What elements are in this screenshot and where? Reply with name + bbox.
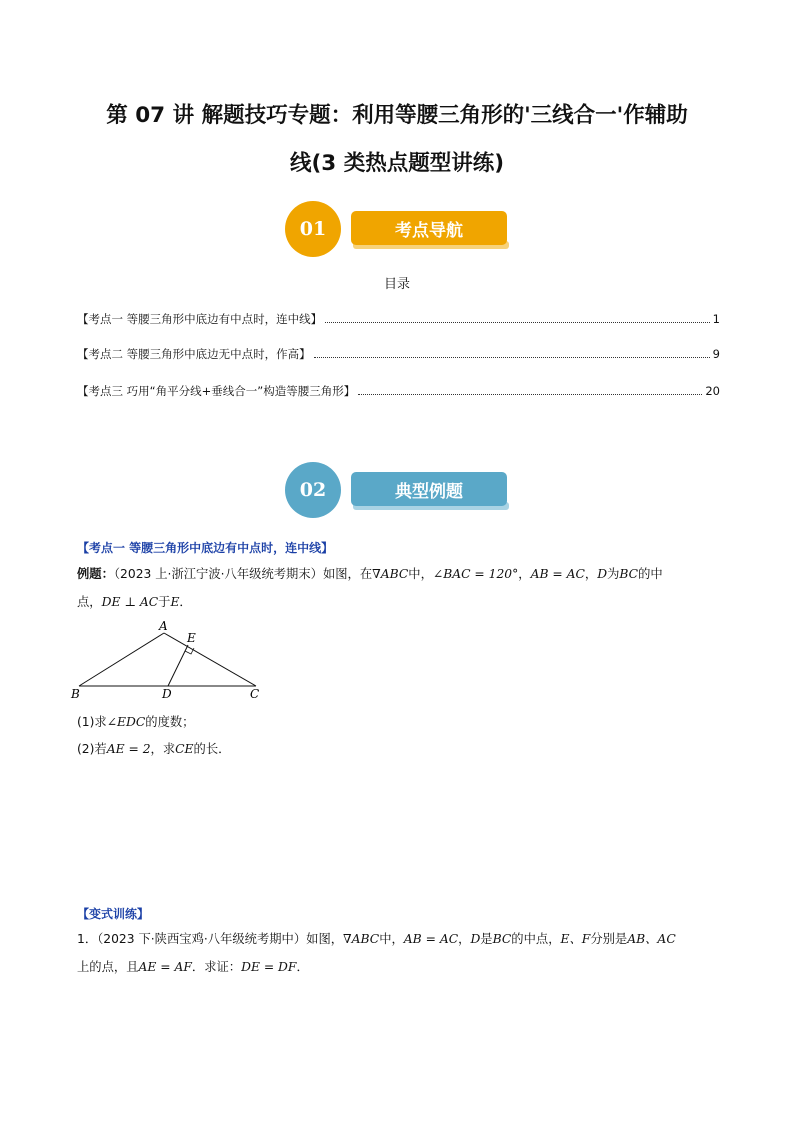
toc-leader-dots — [325, 314, 710, 323]
title-line-1: 第 07 讲 解题技巧专题：利用等腰三角形的'三线合一'作辅助 — [106, 103, 688, 128]
toc-item-text: 【考点二 等腰三角形中底边无中点时，作高】 — [77, 347, 311, 361]
label-c: C — [250, 687, 260, 701]
example-label: 例题： — [77, 567, 114, 581]
label-b: B — [71, 687, 80, 701]
example-problem: 例题：（2023 上·浙江宁波·八年级统考期末）如图，在∇ABC中，∠BAC = 120°，AB = AC，D为BC的中 点，DE ⊥ AC于E． — [77, 567, 663, 609]
toc-item-1[interactable] — [77, 311, 720, 327]
label-e: E — [187, 631, 196, 645]
triangle-figure — [66, 618, 266, 708]
toc-heading: 目录 — [383, 277, 410, 292]
label-d: D — [162, 687, 172, 701]
label-a: A — [159, 619, 168, 633]
badge-label: 典型例题 — [351, 472, 507, 506]
segment-ab — [79, 633, 164, 686]
toc-item-page: 9 — [712, 347, 720, 361]
badge-label: 考点导航 — [351, 211, 507, 245]
segment-ac — [164, 633, 256, 686]
toc-item-text: 【考点三 巧用“角平分线+垂线合一”构造等腰三角形】 — [77, 384, 356, 398]
page-title — [40, 92, 754, 188]
title-line-2: 线(3 类热点题型讲练) — [289, 151, 505, 176]
question-2: (2)若AE = 2，求CE的长． — [77, 742, 231, 756]
toc-item-page: 1 — [712, 312, 720, 326]
toc-item-2[interactable] — [77, 346, 720, 362]
toc-item-3[interactable] — [77, 383, 720, 399]
practice-heading: 【变式训练】 — [77, 907, 150, 921]
practice-problem-1: 1．（2023 下·陕西宝鸡·八年级统考期中）如图，∇ABC中，AB = AC，D是BC的中点，E、F分别是AB、AC 上的点，且AE = AF．求证：DE = DF． — [77, 932, 676, 974]
toc-leader-dots — [314, 349, 710, 358]
toc-item-page: 20 — [705, 384, 720, 398]
toc-item-text: 【考点一 等腰三角形中底边有中点时，连中线】 — [77, 312, 323, 326]
section-heading-1: 【考点一 等腰三角形中底边有中点时，连中线】 — [77, 541, 334, 555]
badge-number-circle: 02 — [285, 462, 341, 518]
badge-number-circle: 01 — [285, 201, 341, 257]
question-1: (1)求∠EDC的度数； — [77, 715, 195, 729]
toc-leader-dots — [358, 386, 702, 395]
